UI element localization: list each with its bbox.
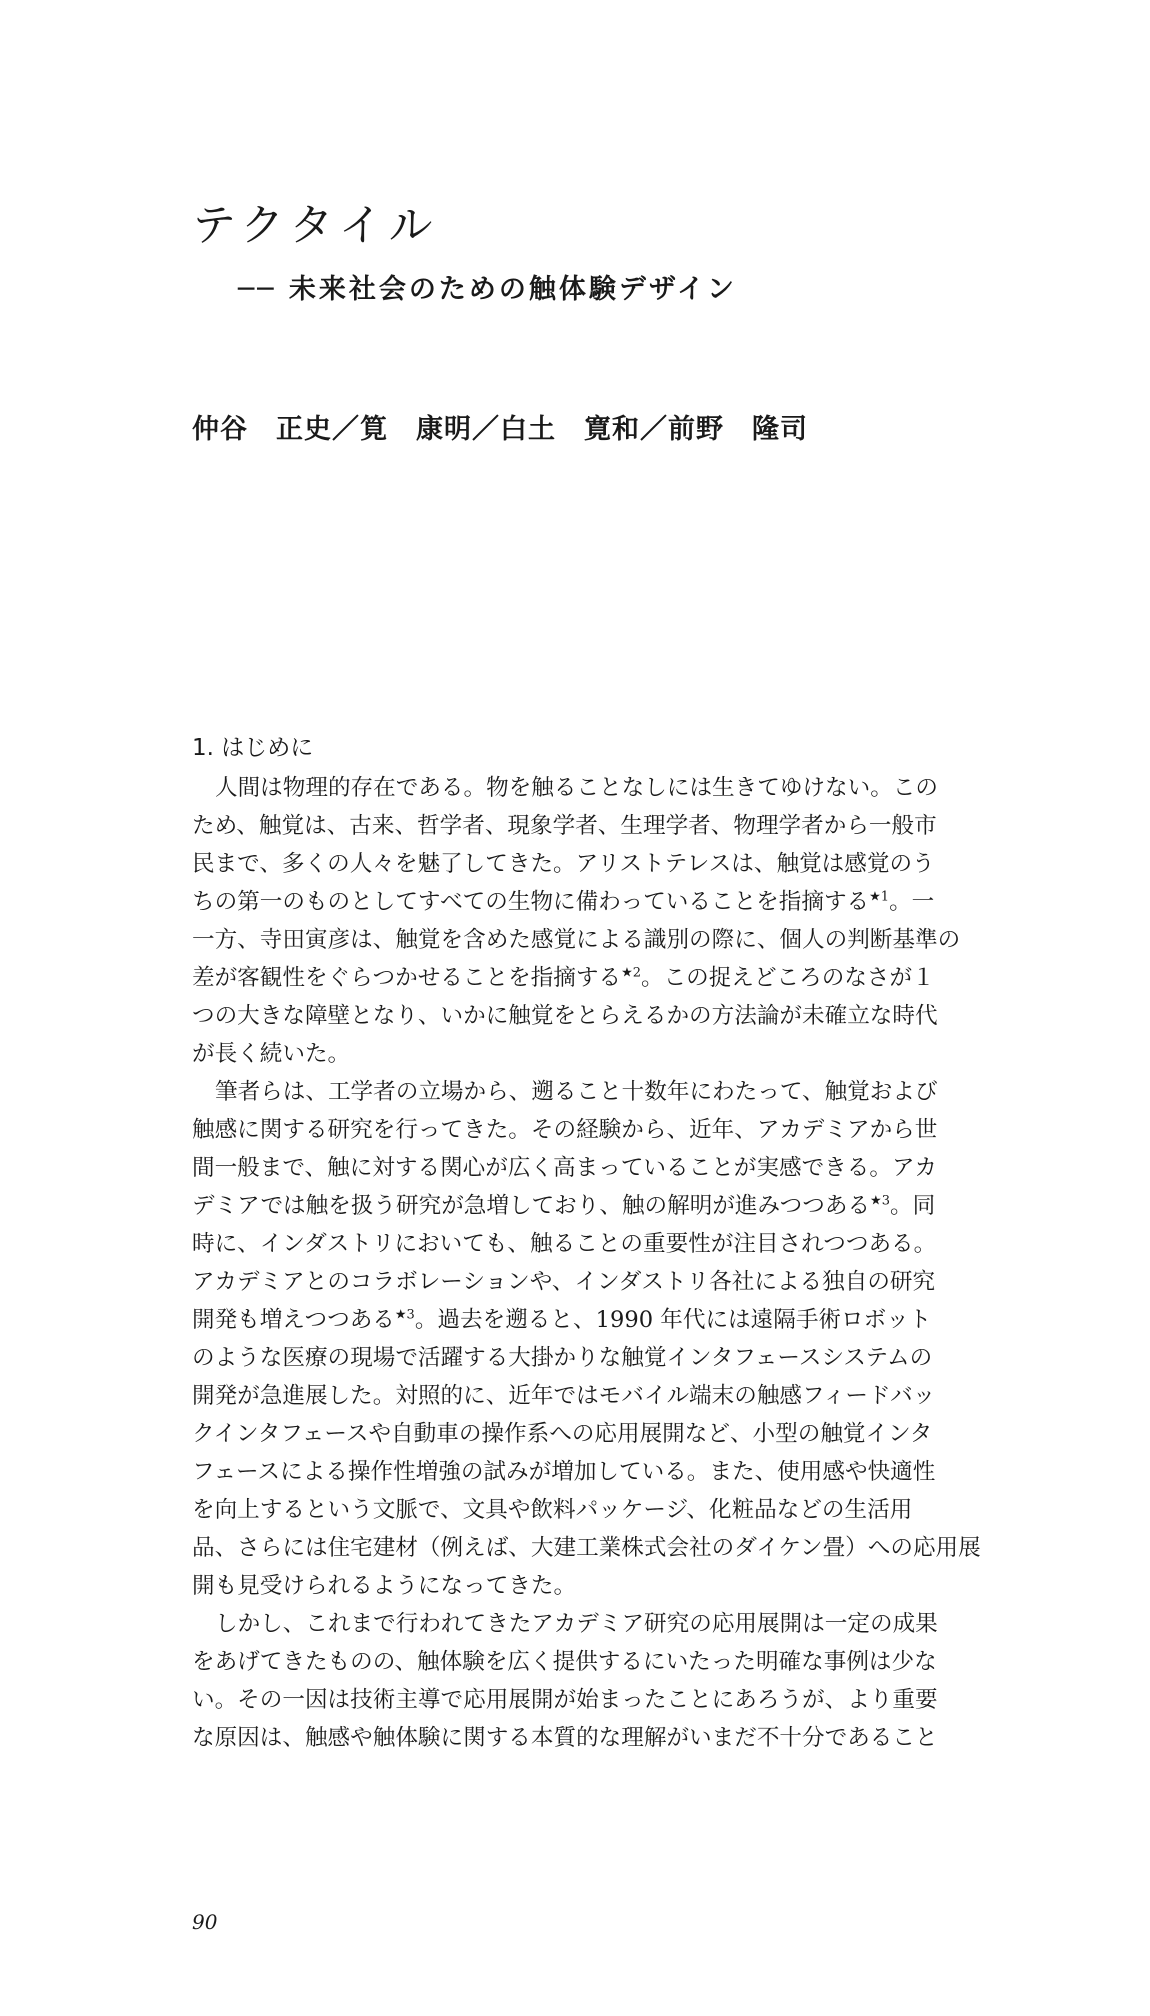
text-line — [192, 1301, 988, 1339]
text-line: な原因は、触感や触体験に関する本質的な理解がいまだ不十分であること — [192, 1725, 938, 1751]
text-line: 品、さらには住宅建材（例えば、大建工業株式会社のダイケン畳）への応用展 — [192, 1535, 981, 1561]
text-line — [192, 883, 988, 921]
footnote-ref[interactable]: ★3 — [394, 1307, 415, 1323]
article-subtitle: ── 未来社会のための触体験デザイン — [238, 274, 738, 305]
section-heading: 1. はじめに — [192, 735, 314, 761]
text-line: 開発が急進展した。対照的に、近年ではモバイル端末の触感フィードバッ — [192, 1383, 936, 1409]
text-line — [192, 959, 988, 997]
text-line: しかし、これまで行われてきたアカデミア研究の応用展開は一定の成果 — [215, 1611, 938, 1637]
text-line: 人間は物理的存在である。物を触ることなしには生きてゆけない。この — [215, 775, 938, 801]
text-line: クインタフェースや自動車の操作系への応用展開など、小型の触覚インタ — [192, 1421, 933, 1447]
text-segment: 。一 — [889, 889, 935, 915]
text-line: のような医療の現場で活躍する大掛かりな触覚インタフェースシステムの — [192, 1345, 933, 1371]
text-line: アカデミアとのコラボレーションや、インダストリ各社による独自の研究 — [192, 1269, 936, 1295]
text-segment: 。この捉えどころのなさが１ — [641, 965, 935, 991]
text-segment: 差が客観性をぐらつかせることを指摘する — [192, 965, 622, 991]
text-segment: 。同 — [889, 1193, 936, 1219]
text-line: 一方、寺田寅彦は、触覚を含めた感覚による識別の際に、個人の判断基準の — [192, 927, 961, 953]
text-segment: 開発も増えつつある — [192, 1307, 395, 1333]
text-line: い。その一因は技術主導で応用展開が始まったことにあろうが、より重要 — [192, 1687, 938, 1713]
paragraph-3 — [192, 1605, 988, 1757]
paragraph-2 — [192, 1073, 988, 1605]
text-line — [192, 1187, 988, 1225]
text-line: 開も見受けられるようになってきた。 — [192, 1573, 577, 1599]
text-line: つの大きな障壁となり、いかに触覚をとらえるかの方法論が未確立な時代 — [192, 1003, 938, 1029]
text-line: が長く続いた。 — [192, 1041, 351, 1067]
page-number: 90 — [192, 1910, 218, 1934]
text-segment: 。過去を遡ると、1990 年代には遠隔手術ロボット — [414, 1307, 932, 1333]
article-title: テクタイル — [192, 200, 439, 251]
text-line: 時に、インダストリにおいても、触ることの重要性が注目されつつある。 — [192, 1231, 937, 1257]
text-line: を向上するという文脈で、文具や飲料パッケージ、化粧品などの生活用 — [192, 1497, 913, 1523]
text-segment: ちの第一のものとしてすべての生物に備わっていることを指摘する — [192, 889, 870, 915]
paragraph-1 — [192, 769, 988, 1073]
text-line: フェースによる操作性増強の試みが増加している。また、使用感や快適性 — [192, 1459, 936, 1485]
text-line: 筆者らは、工学者の立場から、遡ること十数年にわたって、触覚および — [215, 1079, 938, 1105]
text-line: ため、触覚は、古来、哲学者、現象学者、生理学者、物理学者から一般市 — [192, 813, 937, 839]
text-line: 民まで、多くの人々を魅了してきた。アリストテレスは、触覚は感覚のう — [192, 851, 935, 877]
article-body — [192, 729, 988, 1757]
text-line: をあげてきたものの、触体験を広く提供するにいたった明確な事例は少な — [192, 1649, 937, 1675]
author-list: 仲谷 正史／筧 康明／白土 寛和／前野 隆司 — [192, 414, 808, 445]
footnote-ref[interactable]: ★1 — [869, 889, 890, 905]
footnote-ref[interactable]: ★2 — [621, 965, 641, 981]
text-line: 触感に関する研究を行ってきた。その経験から、近年、アカデミアから世 — [192, 1117, 938, 1143]
text-line: 間一般まで、触に対する関心が広く高まっていることが実感できる。アカ — [192, 1155, 937, 1181]
footnote-ref[interactable]: ★3 — [870, 1193, 890, 1209]
text-segment: デミアでは触を扱う研究が急増しており、触の解明が進みつつある — [192, 1193, 871, 1219]
